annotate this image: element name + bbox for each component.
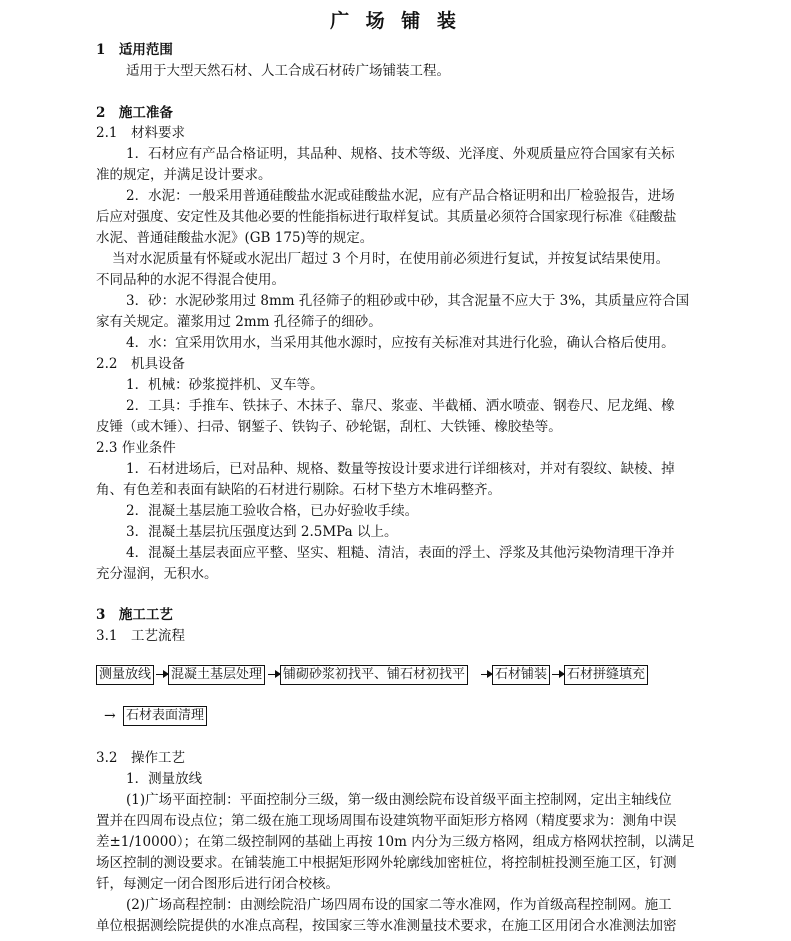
paragraph-line: 3．混凝土基层抗压强度达到 2.5MPa 以上。 — [126, 524, 398, 540]
paragraph-line: 1．机械：砂浆搅拌机、叉车等。 — [126, 377, 324, 393]
paragraph-line: 家有关规定。灌浆用过 2mm 孔径筛子的细砂。 — [96, 314, 382, 330]
flow-step-box: 铺砌砂浆初找平、铺石材初找平 — [280, 665, 468, 685]
process-flow — [96, 665, 716, 687]
subsection-2-1: 2.1 材料要求 — [96, 125, 185, 141]
paragraph-line: (1)广场平面控制：平面控制分三级，第一级由测绘院布设首级平面主控制网，定出主轴线位 — [126, 792, 672, 808]
paragraph-line: 1．石材应有产品合格证明，其品种、规格、技术等级、光泽度、外观质量应符合国家有关标 — [126, 146, 675, 162]
flow-step-box: 测量放线 — [96, 665, 154, 685]
paragraph-line: 水泥、普通硅酸盐水泥》(GB 175)等的规定。 — [96, 230, 374, 246]
paragraph-line: 准的规定，并满足设计要求。 — [96, 167, 272, 183]
paragraph-line: 场区控制的测设要求。在铺装施工中根据矩形网外轮廓线加密桩位，将控制桩投测至施工区，钉测 — [96, 855, 677, 871]
subsection-2-3: 2.3 作业条件 — [96, 440, 176, 456]
paragraph-line: (2)广场高程控制：由测绘院沿广场四周布设的国家二等水准网，作为首级高程控制网。施工 — [126, 897, 672, 913]
section-1-heading: 1 适用范围 — [96, 42, 173, 58]
flow-step-box: 石材表面清理 — [123, 706, 207, 726]
paragraph-line: 当对水泥质量有怀疑或水泥出厂超过 3 个月时，在使用前必须进行复试，并按复试结果使用。 — [112, 251, 670, 267]
flow-arrow — [156, 674, 168, 675]
flow-arrow — [268, 674, 280, 675]
flow-arrow — [552, 674, 564, 675]
subsection-3-1: 3.1 工艺流程 — [96, 628, 185, 644]
paragraph-line: 3．砂：水泥砂浆用过 8mm 孔径筛子的粗砂或中砂，其含泥量不应大于 3%，其质量应符合国 — [126, 293, 690, 309]
paragraph-line: 角、有色差和表面有缺陷的石材进行剔除。石材下垫方木堆码整齐。 — [96, 482, 501, 498]
paragraph-line: 4．混凝土基层表面应平整、坚实、粗糙、清洁，表面的浮土、浮浆及其他污染物清理干净并 — [126, 545, 675, 561]
section-3-heading: 3 施工工艺 — [96, 607, 173, 623]
paragraph-line: 钎，每测定一闭合图形后进行闭合校核。 — [96, 876, 339, 892]
paragraph-line: 2．工具：手推车、铁抹子、木抹子、靠尺、浆壶、半截桶、洒水喷壶、钢卷尺、尼龙绳、橡 — [126, 398, 675, 414]
section-2-heading: 2 施工准备 — [96, 105, 173, 121]
paragraph-line: 后应对强度、安定性及其他必要的性能指标进行取样复试。其质量必须符合国家现行标准《硅酸盐 — [96, 209, 677, 225]
flow-arrow — [481, 674, 492, 675]
paragraph-line: 1．石材进场后，已对品种、规格、数量等按设计要求进行详细核对，并对有裂纹、缺棱、掉 — [126, 461, 675, 477]
subsection-2-2: 2.2 机具设备 — [96, 356, 185, 372]
flow-step-box: 石材拼缝填充 — [564, 665, 648, 685]
paragraph-line: 差±1/10000）；在第二级控制网的基础上再按 10m 内分为三级方格网，组成方格网状控制，以满足 — [96, 834, 695, 850]
page-title: 广 场 铺 装 — [330, 10, 461, 32]
process-flow-continued — [104, 706, 304, 728]
paragraph-line: 不同品种的水泥不得混合使用。 — [96, 272, 285, 288]
paragraph-line: 单位根据测绘院提供的水准点高程，按国家三等水准测量技术要求，在施工区用闭合水准测法加密 — [96, 918, 677, 934]
subsection-3-2: 3.2 操作工艺 — [96, 750, 185, 766]
paragraph-line: 2．水泥：一般采用普通硅酸盐水泥或硅酸盐水泥，应有产品合格证明和出厂检验报告，进场 — [126, 188, 675, 204]
paragraph-line: 4．水：宜采用饮用水，当采用其他水源时，应按有关标准对其进行化验，确认合格后使用。 — [126, 335, 675, 351]
flow-step-box: 混凝土基层处理 — [168, 665, 265, 685]
paragraph-line: 皮锤（或木锤）、扫帚、钢錾子、铁钩子、砂轮锯，刮杠、大铁锤、橡胶垫等。 — [96, 419, 562, 435]
paragraph-line: 适用于大型天然石材、人工合成石材砖广场铺装工程。 — [126, 63, 450, 79]
arrow-right-icon: → — [104, 708, 116, 724]
paragraph-line: 置并在四周布设点位；第二级在施工现场周围布设建筑物平面矩形方格网（精度要求为：测角中误 — [96, 813, 677, 829]
paragraph-line: 1．测量放线 — [126, 771, 203, 787]
flow-step-box: 石材铺装 — [492, 665, 550, 685]
paragraph-line: 2．混凝土基层施工验收合格，已办好验收手续。 — [126, 503, 419, 519]
paragraph-line: 充分湿润，无积水。 — [96, 566, 218, 582]
